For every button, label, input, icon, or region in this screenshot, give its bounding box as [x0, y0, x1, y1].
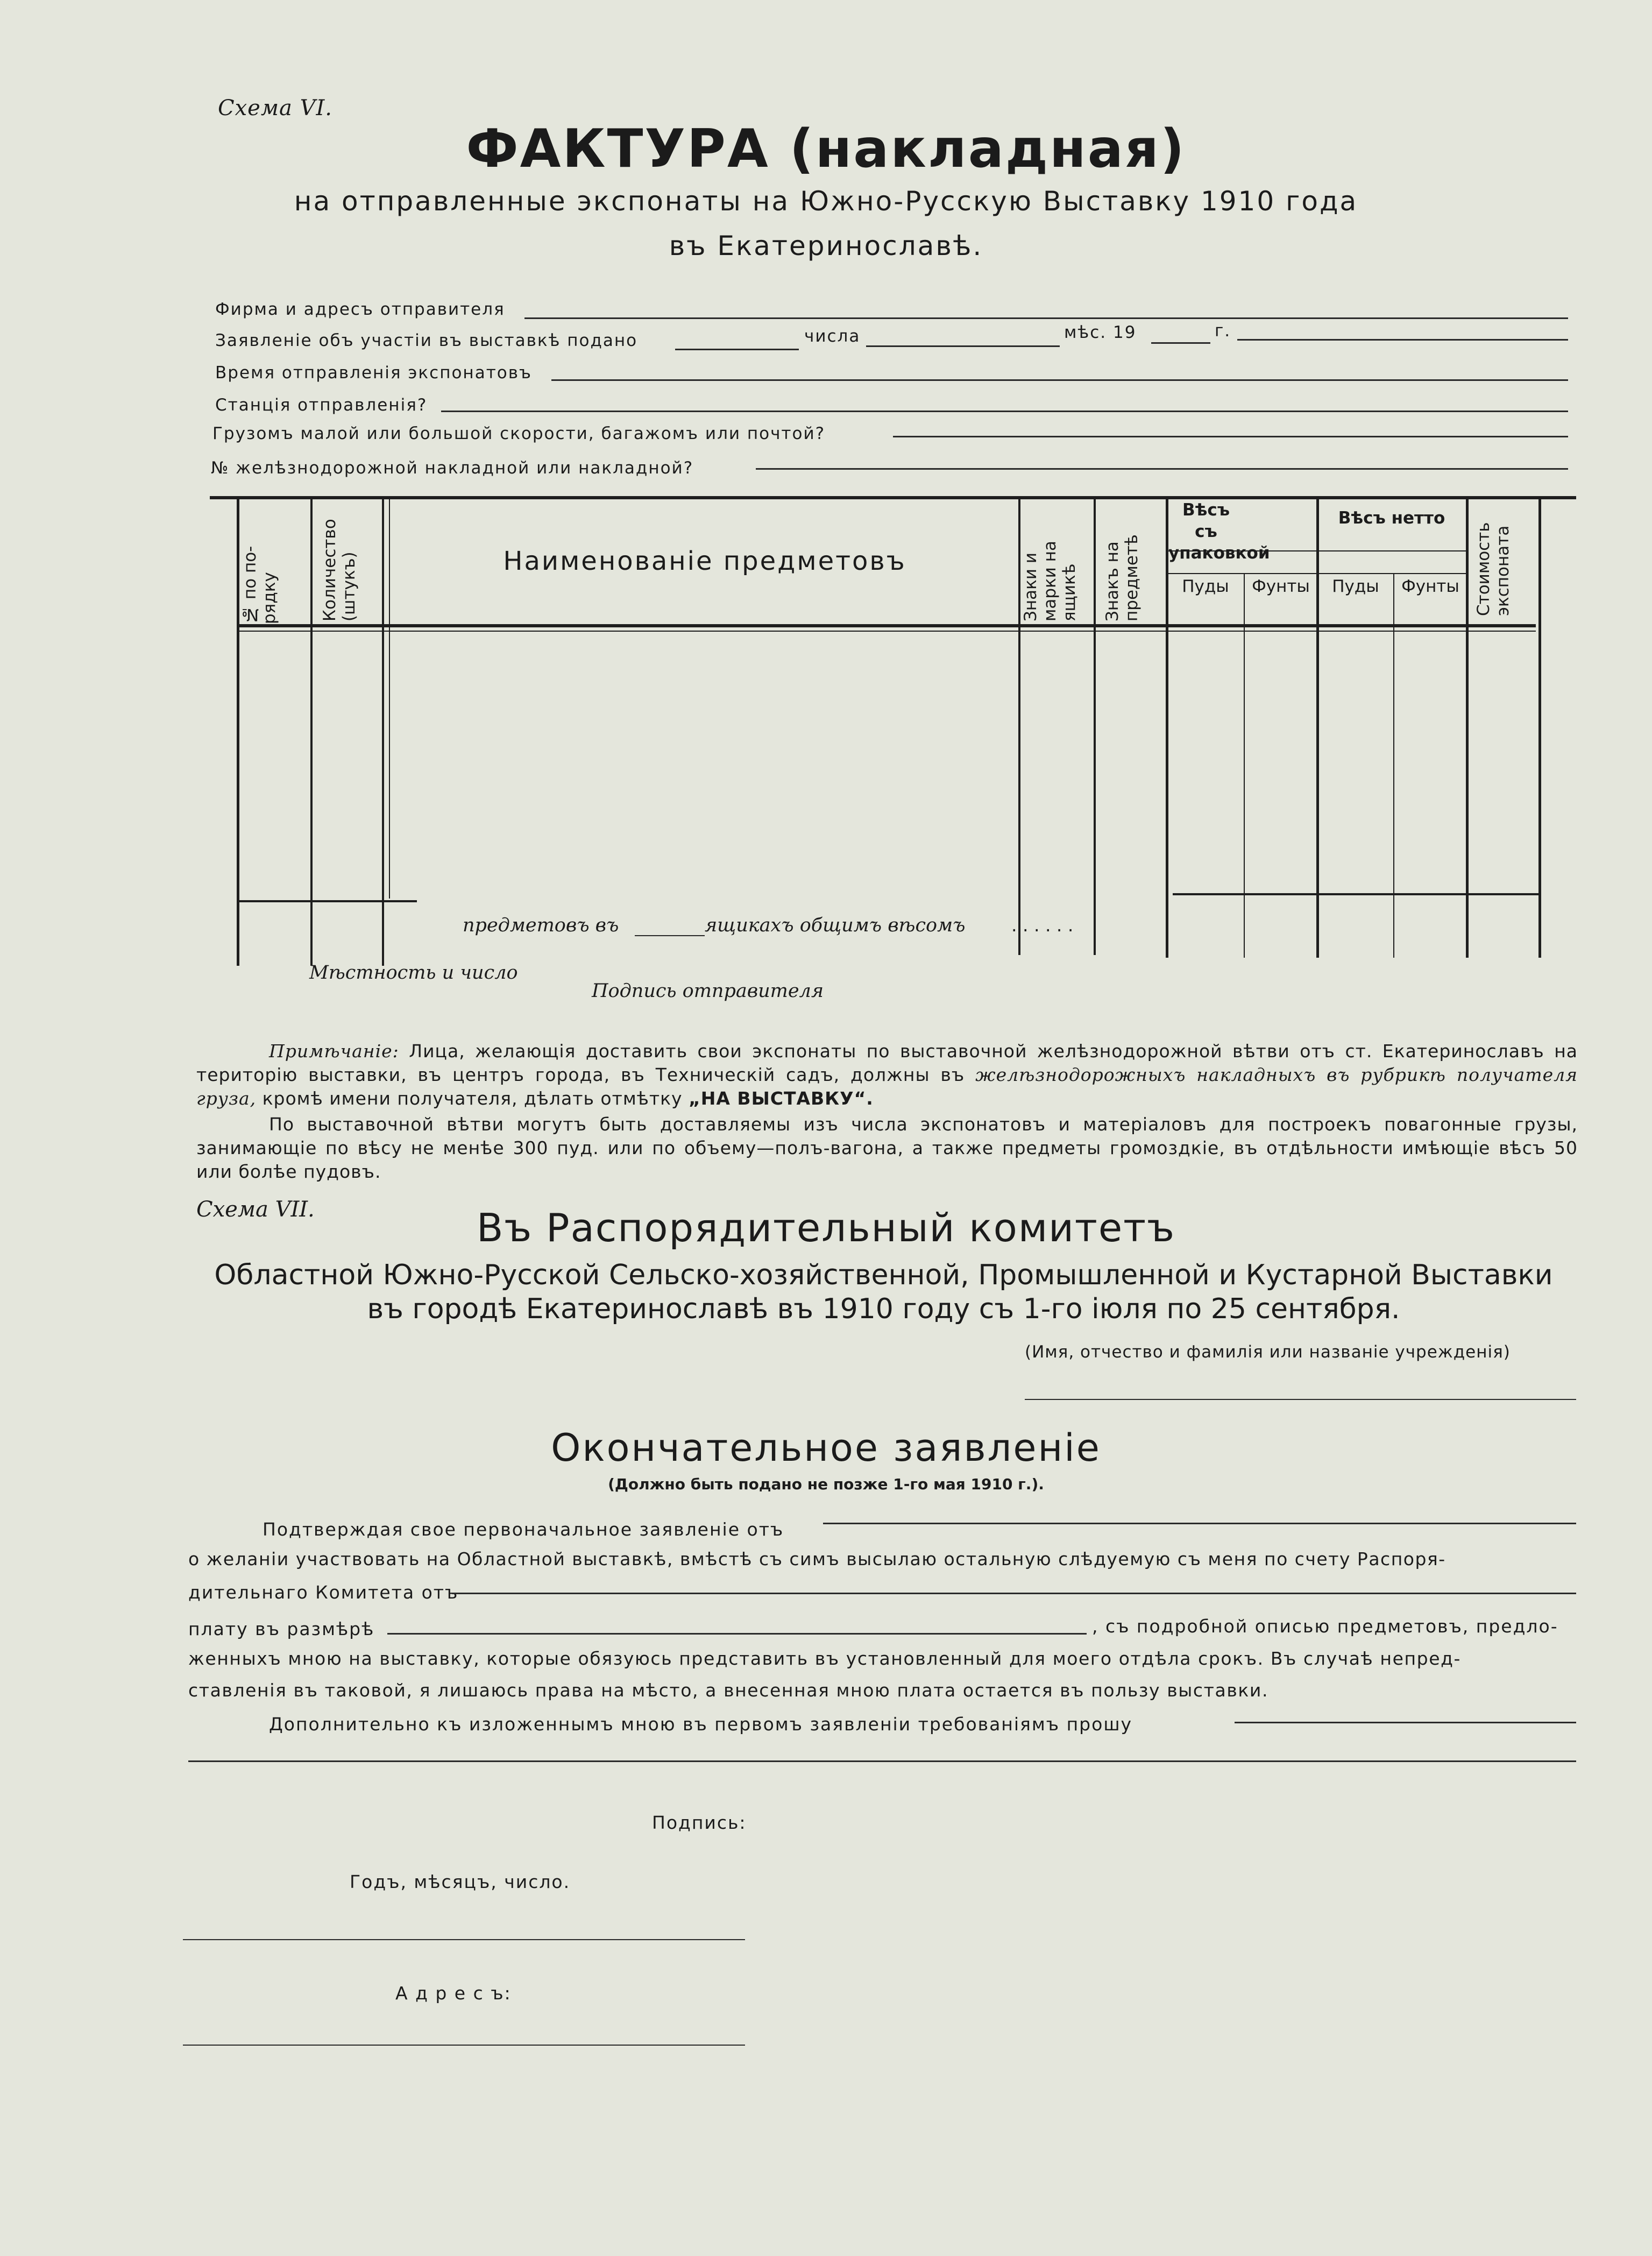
- sender-signature-label: Подпись отправителя: [592, 980, 824, 1002]
- cargo-label: Грузомъ малой или большой скорости, багажомъ или почтой?: [212, 424, 826, 443]
- send-time-field[interactable]: [551, 379, 1568, 381]
- weight-total-line: [1173, 893, 1538, 895]
- month-label: мѣс. 19: [1064, 323, 1137, 342]
- statement-line-7: Дополнительно къ изложеннымъ мною въ первомъ заявленіи требованіямъ прошу: [269, 1714, 1133, 1735]
- station-field[interactable]: [441, 411, 1568, 412]
- statement-title: Окончательное заявленіе: [551, 1426, 1101, 1470]
- note-text-italic: желѣзнодорожныхъ накладныхъ въ рубрикѣ получателя груза,: [196, 1064, 1578, 1109]
- firm-field[interactable]: [524, 317, 1568, 319]
- day-field[interactable]: [866, 345, 1060, 347]
- statement-line-2: о желаніи участвовать на Областной выставкѣ, вмѣстѣ съ симъ высылаю остальную слѣдуемую съ меня по счету Распоря-: [188, 1548, 1446, 1569]
- note-text: Лица, желающія доставить свои экспонаты по выставочной желѣзнодорожной вѣтви отъ ст. Екатеринославъ на територію выставки, въ центръ города, въ Техническій садъ, должны въ: [196, 1041, 1578, 1085]
- day-label: числа: [804, 327, 861, 346]
- note-label: Примѣчаніе:: [269, 1041, 399, 1062]
- footer-items-label: предметовъ въ: [463, 915, 619, 936]
- count-total-line: [237, 900, 417, 902]
- col-mark-item-header: Знакъ на предметѣ: [1103, 534, 1141, 621]
- address-field[interactable]: [183, 2045, 745, 2046]
- footer-dots: . . . . . .: [1011, 915, 1074, 936]
- waybill-label: № желѣзнодорожной накладной или накладной?: [211, 458, 694, 478]
- col-name-header: Наименованіе предметовъ: [503, 546, 906, 576]
- note-paragraph: [196, 1039, 1578, 1111]
- statement-line-5: женныхъ мною на выставку, которые обязуюсь представить въ установленный для моего отдѣла срокъ. Въ случаѣ непред-: [188, 1648, 1462, 1669]
- firm-label: Фирма и адресъ отправителя: [215, 300, 505, 319]
- note-paragraph-2: По выставочной вѣтви могутъ быть доставляемы изъ числа экспонатовъ и матеріаловъ для построекъ повагонные грузы, занимающіе по вѣсу не менѣе 300 пуд. или по объему—полъ-вагона, а также предметы громоздкіе, въ отдѣльности имѣющіе вѣсъ 50 или болѣе пудовъ.: [196, 1114, 1578, 1182]
- application-tail-field[interactable]: [1237, 339, 1568, 341]
- address-label: А д р е с ъ:: [395, 1983, 512, 2004]
- col-gross-pud: Пуды: [1182, 577, 1229, 596]
- col-number-header: № по по-рядку: [240, 546, 279, 624]
- year-label: г.: [1215, 321, 1231, 341]
- table-right-border: [1538, 498, 1541, 958]
- statement-subtitle: (Должно быть подано не позже 1-го мая 1910 г.).: [608, 1475, 1044, 1493]
- footer-boxes-label: ящикахъ общимъ вѣсомъ: [705, 915, 966, 936]
- waybill-field[interactable]: [756, 468, 1568, 470]
- additional-requests-field[interactable]: [1235, 1722, 1576, 1723]
- application-from-field[interactable]: [675, 349, 799, 350]
- page-subtitle-location: въ Екатеринославѣ.: [669, 230, 983, 261]
- table-row[interactable]: [240, 635, 1536, 893]
- station-label: Станція отправленія?: [215, 395, 428, 415]
- statement-line-4-tail: , съ подробной описью предметовъ, предло-: [1092, 1616, 1558, 1637]
- additional-requests-field-2[interactable]: [188, 1760, 1576, 1762]
- place-date-label: Мѣстность и число: [309, 962, 518, 984]
- table-header-border: [237, 624, 1536, 627]
- schema-label: Схема VI.: [218, 96, 332, 121]
- committee-invoice-field[interactable]: [452, 1593, 1576, 1594]
- note-text-bold: „НА ВЫСТАВКУ“.: [689, 1088, 874, 1109]
- weight-subheader-border: [1166, 573, 1466, 574]
- boxes-count-field[interactable]: [635, 935, 705, 936]
- date-field[interactable]: [183, 1939, 745, 1940]
- application-label: Заявленіе объ участіи въ выставкѣ подано: [215, 331, 638, 350]
- statement-line-1: Подтверждая свое первоначальное заявленіе отъ: [263, 1519, 784, 1540]
- year-field[interactable]: [1151, 342, 1210, 344]
- statement-line-4: плату въ размѣрѣ: [188, 1618, 375, 1639]
- col-net-funt: Фунты: [1401, 577, 1459, 596]
- date-label: Годъ, мѣсяцъ, число.: [350, 1871, 571, 1892]
- payment-amount-field[interactable]: [387, 1633, 1087, 1635]
- col-quantity-header: Количество (штукъ): [320, 519, 359, 621]
- cargo-field[interactable]: [893, 436, 1568, 437]
- statement-line-3: дительнаго Комитета отъ: [188, 1582, 459, 1603]
- send-time-label: Время отправленія экспонатовъ: [215, 363, 532, 383]
- schema-label-7: Схема VII.: [196, 1197, 315, 1222]
- statement-line-6: ставленія въ таковой, я лишаюсь права на мѣсто, а внесенная мною плата остается въ пользу выставки.: [188, 1680, 1269, 1701]
- col-marks-box-header: Знаки и марки на ящикѣ: [1021, 540, 1079, 621]
- col-net-pud: Пуды: [1332, 577, 1379, 596]
- page-subtitle: на отправленные экспонаты на Южно-Русскую Выставку 1910 года: [294, 186, 1358, 217]
- committee-subtitle: Областной Южно-Русской Сельско-хозяйственной, Промышленной и Кустарной Выставки: [214, 1259, 1553, 1291]
- table-header-border-2: [237, 631, 1536, 632]
- table-left-border: [237, 498, 239, 966]
- name-hint: (Имя, отчество и фамилія или названіе учрежденія): [1025, 1342, 1511, 1362]
- col-value-header: Стоимость экспоната: [1474, 522, 1513, 616]
- page-title: ФАКТУРА (накладная): [466, 118, 1186, 180]
- table-top-border: [210, 496, 1576, 499]
- applicant-name-field[interactable]: [1025, 1399, 1576, 1400]
- committee-subtitle-2: въ городѣ Екатеринославѣ въ 1910 году съ 1-го іюля по 25 сентября.: [367, 1293, 1400, 1325]
- col-gross-header: Вѣсъ съ упаковкой: [1168, 500, 1270, 563]
- col-net-header: Вѣсъ нетто: [1338, 508, 1445, 528]
- note-text: кромѣ имени получателя, дѣлать отмѣтку: [262, 1088, 683, 1109]
- col-gross-funt: Фунты: [1252, 577, 1310, 596]
- committee-title: Въ Распорядительный комитетъ: [477, 1205, 1175, 1250]
- signature-label: Подпись:: [652, 1812, 747, 1833]
- initial-statement-date-field[interactable]: [823, 1523, 1576, 1524]
